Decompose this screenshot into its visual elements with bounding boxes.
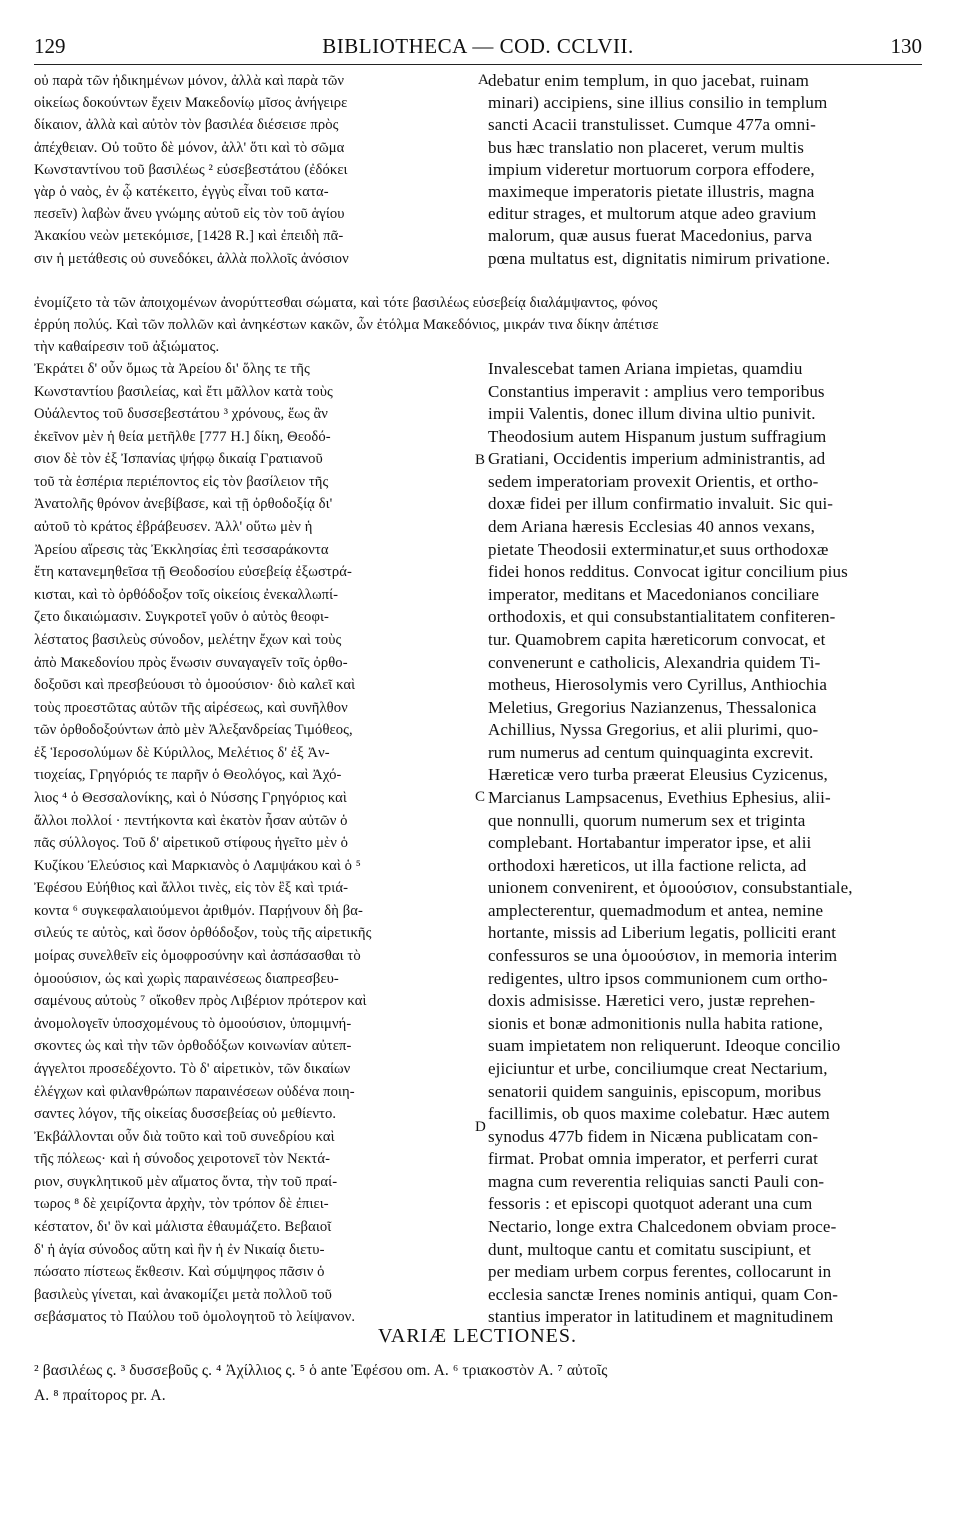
greek-text-line: τὴν καθαίρεσιν τοῦ ἀξιώματος.: [34, 339, 220, 356]
latin-text-line: debatur enim templum, in quo jacebat, ruinam: [488, 71, 810, 90]
latin-text-line: doxis admisisse. Hæretici vero, justæ reprehen-: [488, 991, 816, 1011]
latin-text-line: sionis et bonæ admonitionis nulla habita ratione,: [488, 1013, 823, 1033]
greek-text-line: Ἀρείου αἵρεσις τὰς Ἐκκλησίας ἐπὶ τεσσαράκοντα: [34, 541, 329, 558]
greek-text-line: ἐνομίζετο τὰ τῶν ἀποιχομένων ἀνορύττεσθαι σώματα, καὶ τότε βασιλέως εὐσεβείᾳ διαλάμψαντος, φόνος: [34, 295, 658, 311]
latin-text-line: senatorii quidem sanguinis, episcopum, moribus: [488, 1081, 822, 1101]
greek-text-line: Κωνσταντίου βασιλείας, καὶ ἔτι μᾶλλον κατὰ τοὺς: [34, 383, 333, 400]
greek-text-line: ἐρρύη πολύς. Καὶ τῶν πολλῶν καὶ ἀνηκέστων κακῶν, ὧν ἐτόλμα Μακεδόνιος, μικράν τινα δίκην ἀπέτισε: [34, 317, 659, 334]
greek-text-line: τῆς πόλεως· καὶ ἡ σύνοδος χειροτονεῖ τὸν Νεκτά-: [34, 1151, 331, 1168]
greek-full-width-text: [34, 292, 924, 359]
latin-text-line: fidei honos redditus. Convocat igitur concilium pius: [488, 562, 848, 582]
latin-text-line: maximeque imperatoris pietate illustris, magna: [488, 181, 815, 201]
greek-text-line: Ἐκβάλλονται οὖν διὰ τοῦτο καὶ τοῦ συνεδρίου καὶ: [34, 1128, 335, 1145]
greek-text-line: σκοντες ὡς καὶ τὴν τῶν ὀρθοδόξων κοινωνίαν αὐτεπ-: [34, 1038, 352, 1055]
greek-column-lower: [34, 358, 484, 1329]
latin-text-line: amplecterentur, quemadmodum et antea, nemine: [488, 900, 824, 920]
latin-text-line: magna cum reverentia reliquias sancti Pauli con-: [488, 1171, 825, 1191]
greek-text-line: ὁμοούσιον, ὡς καὶ χωρὶς παραινέσεως διαπρεσβευ-: [34, 970, 339, 987]
latin-text-line: Constantius imperavit : amplius vero temporibus: [488, 381, 825, 401]
latin-text-line: firmat. Probat omnia imperator, et perferri curat: [488, 1149, 818, 1169]
latin-text-line: fessoris : et episcopi quotquot aderant una cum: [488, 1194, 813, 1214]
greek-text-line: Ἀκακίου νεὼν μετεκόμισε, [1428 R.] καὶ ἐπειδὴ πᾶ-: [34, 228, 344, 245]
latin-text-line: stantius imperator in latitudinem et magnitudinem: [488, 1307, 834, 1327]
page-number-left: 129: [34, 34, 66, 58]
variae-lectiones-notes: [34, 1358, 924, 1408]
greek-text-line: πεσεῖν) λαβὼν ἄνευ γνώμης αὐτοῦ εἰς τὸν τοῦ ἁγίου: [34, 206, 345, 223]
greek-text-line: Ἐκράτει δ' οὖν ὅμως τὰ Ἀρείου δι' ὅλης τε τῆς: [34, 361, 310, 377]
latin-text-line: sedem imperatoriam provexit Orientis, et ortho-: [488, 471, 819, 491]
running-title: BIBLIOTHECA — COD. CCLVII.: [322, 34, 634, 58]
latin-text-line: ejiciuntur et urbe, conciliumque creat Nectarium,: [488, 1058, 828, 1078]
latin-text-line: unionem convenirent, et ὁμοούσιον, consubstantiale,: [488, 878, 853, 898]
greek-text-line: πώσατο πίστεως ἔκθεσιν. Καὶ σύμψηφος πᾶσιν ὁ: [34, 1264, 325, 1281]
latin-text-line: Nectario, longe extra Chalcedonem obviam proce-: [488, 1216, 837, 1236]
latin-text-line: Meletius, Gregorius Nazianzenus, Thessalonica: [488, 697, 817, 717]
greek-text-line: σεβάσματος τὸ Παύλου τοῦ ὁμολογητοῦ τὸ λείψανον.: [34, 1309, 356, 1326]
margin-letter-c: C: [475, 789, 486, 805]
greek-text-line: σιλεύς τε αὐτὸς, καὶ ὅσον ὀρθόδοξον, τοὺς τῆς αἱρετικῆς: [34, 925, 372, 942]
greek-text-line: αὐτοῦ τὸ κράτος ἐβράβευσεν. Ἀλλ' οὕτω μὲν ἡ: [34, 519, 313, 536]
greek-text-line: δοξοῦσι καὶ πρεσβεύουσι τὸ ὁμοούσιον· διὸ καλεῖ καὶ: [34, 677, 356, 694]
greek-text-line: δίκαιον, ἀλλὰ καὶ αὐτὸν τὸν βασιλέα διέσεισε πρὸς: [34, 117, 339, 134]
page-number-right: 130: [890, 34, 922, 58]
latin-text-line: bus hæc translatio non placeret, verum multis: [488, 137, 804, 157]
greek-text-line: δ' ἡ ἁγία σύνοδος αὕτη καὶ ἣν ἡ ἐν Νικαίᾳ διετυ-: [34, 1241, 325, 1258]
latin-text-line: tur. Quamobrem capita hæreticorum convocat, et: [488, 629, 826, 649]
greek-text-line: ριον, συγκλητικοῦ μὲν αἵματος ὄντα, τὴν τοῦ πραί-: [34, 1173, 338, 1190]
greek-text-line: σιν ἡ μετάθεσις οὐ συνεδόκει, ἀλλὰ πολλοῖς ἀνόσιον: [34, 250, 349, 267]
latin-text-line: orthodoxi hæreticos, ut illa factione relicta, ad: [488, 855, 807, 875]
greek-text-line: κέστατον, δι' ὃν καὶ μάλιστα ἐθαυμάζετο. Βεβαιοῖ: [34, 1218, 332, 1235]
greek-text-line: ἐκεῖνον μὲν ἡ θεία μετῆλθε [777 H.] δίκη, Θεοδό-: [34, 428, 331, 445]
greek-text-line: μοίρας συνελθεῖν εἰς ὁμοφροσύνην καὶ ἀσπάσασθαι τὸ: [34, 948, 361, 965]
latin-text-line: convenerunt e catholicis, Alexandria quidem Ti-: [488, 652, 821, 672]
latin-text-line: editur strages, et multorum atque adeo gravium: [488, 204, 817, 224]
margin-letter-a: A: [478, 72, 489, 88]
greek-text-line: κισται, καὶ τὸ ὀρθόδοξον τοῖς οἰκείοις ἐνεκαλλωπί-: [34, 586, 339, 603]
greek-text-line: οἰκείως δοκούντων ἔχειν Μακεδονίῳ μῖσος ἀνήγειρε: [34, 95, 348, 112]
greek-text-line: Κωνσταντίνου τοῦ βασιλέως ² εὐσεβεστάτου (ἐδόκει: [34, 161, 348, 178]
margin-letter-d: D: [475, 1119, 486, 1135]
greek-text-line: πᾶς σύλλογος. Τοῦ δ' αἱρετικοῦ στίφους ἡγεῖτο μὲν ὁ: [34, 835, 349, 852]
latin-text-line: ecclesia sanctæ Irenes nominis antiqui, quam Con-: [488, 1284, 839, 1304]
greek-text-line: Ἀνατολῆς θρόνον ἀνεβίβασε, καὶ τῇ ὀρθοδοξίᾳ δι': [34, 496, 333, 513]
latin-text-line: orthodoxis, et qui consubstantialitatem confiteren-: [488, 607, 836, 627]
greek-text-line: Ἐφέσου Εὐήθιος καὶ ἄλλοι τινὲς, εἰς τὸν ἓξ καὶ τριά-: [34, 880, 349, 897]
greek-text-line: τωρος ⁸ δὲ χειρίζοντα ἀρχὴν, τὸν τρόπον δὲ ἐπιει-: [34, 1196, 329, 1213]
latin-text-line: pœna multatus est, dignitatis nimirum privatione.: [488, 248, 831, 268]
latin-text-line: dunt, multoque cantu et comitatu suscipiunt, et: [488, 1239, 811, 1259]
latin-column-lower: [488, 358, 928, 1329]
latin-text-line: pietate Theodosii exterminatur,et suus orthodoxæ: [488, 539, 829, 559]
greek-text-line: γὰρ ὁ ναὸς, ἐν ᾧ κατέκειτο, ἐγγὺς εἶναι τοῦ κατα-: [34, 183, 329, 200]
greek-text-line: σαμένους αὐτοὺς ⁷ οἴκοθεν πρὸς Λιβέριον πρότερον καὶ: [34, 993, 367, 1010]
latin-text-line: Achillius, Nyssa Gregorius, et alii plurimi, quo-: [488, 720, 819, 740]
latin-text-line: Theodosium autem Hispanum justum suffragium: [488, 426, 827, 446]
greek-text-line: ἐξ Ἱεροσολύμων δὲ Κύριλλος, Μελέτιος δ' ἐξ Ἀν-: [34, 744, 330, 761]
latin-text-line: per mediam urbem corpus ferentes, collocarunt in: [488, 1262, 832, 1282]
greek-text-line: ἀνομολογεῖν ὑποσχομένους τὸ ὁμοούσιον, ὑπομιμνή-: [34, 1015, 352, 1032]
greek-text-line: Κυζίκου Ἐλεύσιος καὶ Μαρκιανὸς ὁ Λαμψάκου καὶ ὁ ⁵: [34, 857, 361, 874]
latin-text-line: complebant. Hortabantur imperator ipse, et alii: [488, 833, 812, 853]
greek-column-upper: [34, 70, 484, 270]
latin-text-line: malorum, quæ ausus fuerat Macedonius, parva: [488, 226, 813, 246]
latin-text-line: minari) accipiens, sine illius consilio in templum: [488, 93, 828, 113]
greek-text-line: τοῦ τὰ ἑσπέρια περιέποντος εἰς τὸν βασίλειον τῆς: [34, 473, 329, 490]
variae-lectiones-title: VARIÆ LECTIONES.: [378, 1325, 577, 1347]
greek-text-line: λιος ⁴ ὁ Θεσσαλονίκης, καὶ ὁ Νύσσης Γρηγόριος καὶ: [34, 789, 347, 806]
latin-text-line: impium videretur mortuorum corpora effodere,: [488, 159, 815, 179]
latin-text-line: que nonnulli, quorum numerum sex et triginta: [488, 810, 806, 830]
latin-text-line: impii Valentis, donec illum divina ultio punivit.: [488, 404, 816, 424]
latin-text-line: synodus 477b fidem in Nicæna publicatam con-: [488, 1126, 819, 1146]
greek-text-line: ἄλλοι πολλοί · πεντήκοντα καὶ ἑκατὸν ἦσαν αὐτῶν ὁ: [34, 812, 348, 829]
greek-text-line: Οὐάλεντος τοῦ δυσσεβεστάτου ³ χρόνους, ἕως ἂν: [34, 406, 328, 423]
running-header: [34, 34, 922, 65]
variae-line-1: ² βασιλέως ς. ³ δυσσεβοῦς ς. ⁴ Ἀχίλλιος ς. ⁵ ὁ ante Ἐφέσου om. A. ⁶ τριακοστὸν A. ⁷ αὐτοῖς: [34, 1362, 608, 1379]
latin-text-line: redigentes, ultro ipsos communionem cum ortho-: [488, 968, 828, 988]
greek-text-line: οὐ παρὰ τῶν ἠδικημένων μόνον, ἀλλὰ καὶ παρὰ τῶν: [34, 73, 345, 89]
latin-text-line: rum numerus ad centum quinquaginta excrevit.: [488, 742, 814, 762]
latin-text-line: imperator, meditans et Macedonianos conciliare: [488, 584, 820, 604]
greek-text-line: ἀπὸ Μακεδονίου πρὸς ἕνωσιν συναγαγεῖν τοῖς ὀρθο-: [34, 654, 348, 671]
greek-text-line: βασιλεὺς γίνεται, καὶ ἀνακομίζει μετὰ πολλοῦ τοῦ: [34, 1286, 333, 1303]
greek-text-line: τιοχείας, Γρηγόριός τε παρῆν ὁ Θεολόγος, καὶ Ἀχό-: [34, 767, 342, 784]
latin-text-line: doxæ fidei per illum confirmatio invaluit. Sic qui-: [488, 494, 834, 514]
latin-text-line: facillimis, ob quos maxime colebatur. Hæc autem: [488, 1104, 830, 1124]
greek-text-line: τοὺς προεστῶτας αὐτῶν τῆς αἱρέσεως, καὶ συνῆλθον: [34, 699, 348, 716]
latin-text-line: Marcianus Lampsacenus, Evethius Ephesius, alii-: [488, 787, 831, 807]
latin-text-line: sancti Acacii transtulisset. Cumque 477a omni-: [488, 115, 816, 135]
latin-text-line: motheus, Hierosolymis vero Cyrillus, Anthiochia: [488, 675, 828, 695]
greek-text-line: τῶν ὀρθοδοξούντων ἀπὸ μὲν Ἀλεξανδρείας Τιμόθεος,: [34, 722, 353, 739]
greek-text-line: ζετο δικαιώμασιν. Συγκροτεῖ γοῦν ὁ αὐτὸς θεοφι-: [34, 609, 329, 626]
latin-text-line: suam impietatem non reliquerunt. Ideoque concilio: [488, 1036, 841, 1056]
latin-text-line: confessuros se una ὁμοούσιον, in memoria interim: [488, 946, 838, 966]
latin-column-upper: [488, 70, 928, 270]
greek-text-line: ἐλέγχων καὶ φιλανθρώπων παραινέσεων οὐδένα ποιη-: [34, 1083, 355, 1100]
greek-text-line: κοντα ⁶ συγκεφαλαιούμενοι ἀριθμόν. Παρῄνουν δὴ βα-: [34, 902, 363, 919]
greek-text-line: λέστατος βασιλεὺς σύνοδον, μελέτην ἔχων καὶ τοὺς: [34, 631, 342, 648]
greek-text-line: σιον δὲ τὸν ἐξ Ἰσπανίας ψήφῳ δικαίᾳ Γρατιανοῦ: [34, 451, 323, 468]
latin-text-line: dem Ariana hæresis Ecclesias 40 annos vexans,: [488, 517, 815, 537]
greek-text-line: σαντες λόγον, τῆς οἰκείας δυσσεβείας οὐ μεθίεντο.: [34, 1106, 337, 1123]
variae-line-2: A. ⁸ πραίτορος pr. A.: [34, 1387, 166, 1404]
latin-text-line: Hæreticæ vero turba præerat Eleusius Cyzicenus,: [488, 765, 828, 785]
greek-text-line: άγγελτοι προσεδέχοντο. Τὸ δ' αἱρετικὸν, τῶν δικαίων: [34, 1060, 351, 1077]
greek-text-line: ἔτη κατανεμηθεῖσα τῇ Θεοδοσίου εὐσεβείᾳ ἐξωστρά-: [34, 564, 352, 581]
margin-letter-b: B: [475, 452, 486, 468]
latin-text-line: Gratiani, Occidentis imperium administrantis, ad: [488, 449, 826, 469]
greek-text-line: ἀπέχθειαν. Οὐ τοῦτο δὲ μόνον, ἀλλ' ὅτι καὶ τὸ σῶμα: [34, 139, 345, 156]
latin-text-line: Invalescebat tamen Ariana impietas, quamdiu: [488, 359, 803, 378]
latin-text-line: hortante, missis ad Liberium legatis, polliciti erant: [488, 923, 837, 943]
